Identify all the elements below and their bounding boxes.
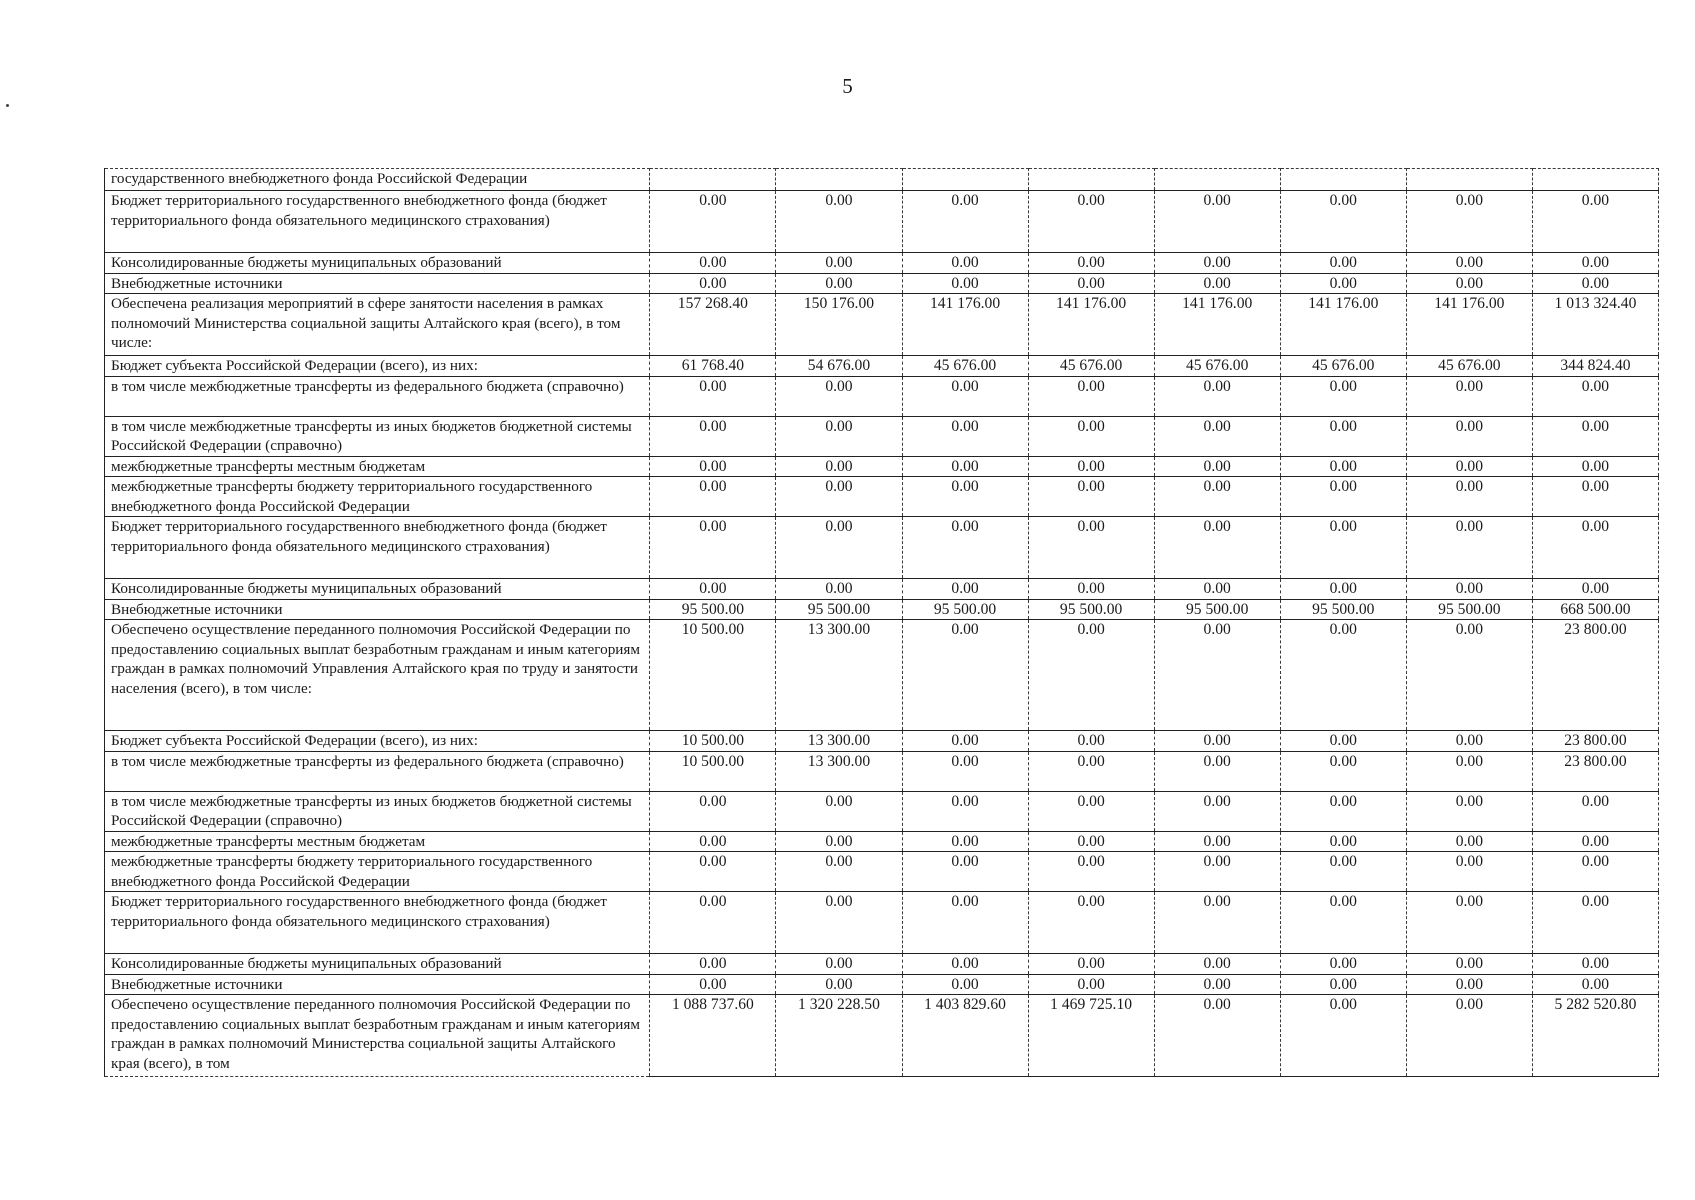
- value-cell: 0.00: [1532, 579, 1658, 600]
- value-cell: 0.00: [1280, 974, 1406, 995]
- value-cell: 0.00: [1028, 273, 1154, 294]
- value-cell: 0.00: [1406, 517, 1532, 579]
- value-cell: 0.00: [902, 517, 1028, 579]
- table-row: [105, 791, 1659, 831]
- value-cell: 0.00: [1028, 751, 1154, 791]
- value-cell: 61 768.40: [650, 356, 776, 377]
- value-cell: 0.00: [902, 974, 1028, 995]
- value-cell: 0.00: [1154, 751, 1280, 791]
- value-cell: 23 800.00: [1532, 751, 1658, 791]
- value-cell: 0.00: [650, 477, 776, 517]
- value-cell: 0.00: [1532, 376, 1658, 416]
- value-cell: 0.00: [1280, 831, 1406, 852]
- table-row: [105, 852, 1659, 892]
- value-cell: 0.00: [1154, 191, 1280, 253]
- value-cell: 0.00: [1280, 456, 1406, 477]
- table-row: [105, 376, 1659, 416]
- page-number: 5: [842, 74, 853, 98]
- value-cell: [1028, 169, 1154, 191]
- value-cell: 0.00: [1406, 831, 1532, 852]
- table-row: [105, 974, 1659, 995]
- row-label: Бюджет субъекта Российской Федерации (всего), из них:: [105, 356, 650, 377]
- value-cell: 157 268.40: [650, 294, 776, 356]
- value-cell: 0.00: [1028, 831, 1154, 852]
- value-cell: 0.00: [1154, 995, 1280, 1077]
- value-cell: 0.00: [1154, 456, 1280, 477]
- table-row: [105, 995, 1659, 1077]
- value-cell: 1 403 829.60: [902, 995, 1028, 1077]
- value-cell: 0.00: [1154, 376, 1280, 416]
- row-label: Консолидированные бюджеты муниципальных образований: [105, 253, 650, 274]
- value-cell: 0.00: [1280, 852, 1406, 892]
- value-cell: [1154, 169, 1280, 191]
- value-cell: 13 300.00: [776, 751, 902, 791]
- table-row: [105, 294, 1659, 356]
- value-cell: 0.00: [1280, 273, 1406, 294]
- value-cell: [1406, 169, 1532, 191]
- value-cell: 10 500.00: [650, 620, 776, 731]
- table-row: [105, 954, 1659, 975]
- row-label: в том числе межбюджетные трансферты из федерального бюджета (справочно): [105, 376, 650, 416]
- value-cell: 0.00: [650, 892, 776, 954]
- value-cell: 344 824.40: [1532, 356, 1658, 377]
- value-cell: 0.00: [902, 456, 1028, 477]
- value-cell: 0.00: [1028, 253, 1154, 274]
- value-cell: 0.00: [1028, 954, 1154, 975]
- value-cell: 0.00: [1406, 954, 1532, 975]
- value-cell: 0.00: [1532, 831, 1658, 852]
- value-cell: [902, 169, 1028, 191]
- value-cell: 0.00: [776, 579, 902, 600]
- value-cell: 0.00: [650, 974, 776, 995]
- value-cell: 0.00: [1280, 191, 1406, 253]
- value-cell: 0.00: [1406, 376, 1532, 416]
- value-cell: 0.00: [1280, 751, 1406, 791]
- value-cell: 0.00: [1154, 731, 1280, 752]
- value-cell: 0.00: [1154, 791, 1280, 831]
- value-cell: 95 500.00: [1406, 599, 1532, 620]
- row-label: в том числе межбюджетные трансферты из федерального бюджета (справочно): [105, 751, 650, 791]
- value-cell: 0.00: [902, 579, 1028, 600]
- row-label: Консолидированные бюджеты муниципальных образований: [105, 579, 650, 600]
- value-cell: 0.00: [776, 253, 902, 274]
- row-label: Бюджет территориального государственного внебюджетного фонда (бюджет территориального фонда обязательного медицинского страхования): [105, 191, 650, 253]
- table-row: [105, 416, 1659, 456]
- value-cell: 0.00: [1532, 191, 1658, 253]
- value-cell: 0.00: [1028, 974, 1154, 995]
- value-cell: 1 013 324.40: [1532, 294, 1658, 356]
- value-cell: 0.00: [902, 852, 1028, 892]
- value-cell: 0.00: [1154, 477, 1280, 517]
- value-cell: 668 500.00: [1532, 599, 1658, 620]
- row-label: государственного внебюджетного фонда Российской Федерации: [105, 169, 650, 191]
- table-row: [105, 356, 1659, 377]
- row-label: Бюджет территориального государственного внебюджетного фонда (бюджет территориального фонда обязательного медицинского страхования): [105, 517, 650, 579]
- value-cell: 0.00: [1028, 620, 1154, 731]
- value-cell: 0.00: [1532, 416, 1658, 456]
- value-cell: 0.00: [1406, 892, 1532, 954]
- value-cell: 0.00: [776, 376, 902, 416]
- value-cell: 0.00: [650, 852, 776, 892]
- value-cell: 0.00: [1280, 477, 1406, 517]
- value-cell: 0.00: [1406, 995, 1532, 1077]
- value-cell: 0.00: [1532, 791, 1658, 831]
- value-cell: 0.00: [1154, 517, 1280, 579]
- table-row: [105, 620, 1659, 731]
- value-cell: 150 176.00: [776, 294, 902, 356]
- row-label: Внебюджетные источники: [105, 974, 650, 995]
- value-cell: 0.00: [776, 974, 902, 995]
- value-cell: 0.00: [1028, 852, 1154, 892]
- table-row: [105, 253, 1659, 274]
- table-row: [105, 169, 1659, 191]
- value-cell: 23 800.00: [1532, 731, 1658, 752]
- value-cell: 0.00: [1406, 191, 1532, 253]
- value-cell: 0.00: [1028, 416, 1154, 456]
- value-cell: 1 320 228.50: [776, 995, 902, 1077]
- value-cell: 0.00: [1154, 273, 1280, 294]
- value-cell: 0.00: [650, 517, 776, 579]
- value-cell: 0.00: [1406, 477, 1532, 517]
- value-cell: 0.00: [650, 273, 776, 294]
- value-cell: 0.00: [650, 791, 776, 831]
- value-cell: 0.00: [776, 517, 902, 579]
- value-cell: 45 676.00: [1154, 356, 1280, 377]
- table-row: [105, 831, 1659, 852]
- row-label: Консолидированные бюджеты муниципальных образований: [105, 954, 650, 975]
- value-cell: 0.00: [902, 620, 1028, 731]
- value-cell: 141 176.00: [902, 294, 1028, 356]
- value-cell: 95 500.00: [1280, 599, 1406, 620]
- value-cell: 0.00: [1406, 620, 1532, 731]
- row-label: межбюджетные трансферты местным бюджетам: [105, 456, 650, 477]
- row-label: Внебюджетные источники: [105, 273, 650, 294]
- budget-funding-table: [104, 168, 1659, 1077]
- row-label: Внебюджетные источники: [105, 599, 650, 620]
- value-cell: 0.00: [1280, 579, 1406, 600]
- value-cell: 0.00: [776, 273, 902, 294]
- row-label: в том числе межбюджетные трансферты из иных бюджетов бюджетной системы Российской Федерации (справочно): [105, 791, 650, 831]
- value-cell: 0.00: [1154, 974, 1280, 995]
- value-cell: 0.00: [650, 191, 776, 253]
- table-row: [105, 892, 1659, 954]
- value-cell: 141 176.00: [1406, 294, 1532, 356]
- value-cell: 141 176.00: [1028, 294, 1154, 356]
- table-row: [105, 273, 1659, 294]
- value-cell: 0.00: [650, 456, 776, 477]
- value-cell: [650, 169, 776, 191]
- table-row: [105, 751, 1659, 791]
- value-cell: 0.00: [776, 892, 902, 954]
- value-cell: 0.00: [1280, 995, 1406, 1077]
- value-cell: 0.00: [1154, 892, 1280, 954]
- value-cell: 0.00: [1532, 456, 1658, 477]
- value-cell: 0.00: [1154, 831, 1280, 852]
- value-cell: 0.00: [776, 416, 902, 456]
- value-cell: 0.00: [902, 477, 1028, 517]
- value-cell: 0.00: [1154, 620, 1280, 731]
- value-cell: 0.00: [1154, 852, 1280, 892]
- value-cell: 13 300.00: [776, 620, 902, 731]
- value-cell: 0.00: [1028, 376, 1154, 416]
- value-cell: 0.00: [1028, 791, 1154, 831]
- value-cell: 45 676.00: [1028, 356, 1154, 377]
- value-cell: 0.00: [1406, 852, 1532, 892]
- value-cell: [776, 169, 902, 191]
- value-cell: 0.00: [1532, 253, 1658, 274]
- value-cell: 95 500.00: [650, 599, 776, 620]
- row-label: в том числе межбюджетные трансферты из иных бюджетов бюджетной системы Российской Федерации (справочно): [105, 416, 650, 456]
- table-row: [105, 477, 1659, 517]
- value-cell: 0.00: [1280, 376, 1406, 416]
- value-cell: 0.00: [1028, 579, 1154, 600]
- table-row: [105, 599, 1659, 620]
- value-cell: 0.00: [1532, 954, 1658, 975]
- value-cell: 0.00: [902, 416, 1028, 456]
- table-row: [105, 579, 1659, 600]
- value-cell: 0.00: [1406, 791, 1532, 831]
- value-cell: 0.00: [776, 831, 902, 852]
- row-label: межбюджетные трансферты местным бюджетам: [105, 831, 650, 852]
- value-cell: 0.00: [776, 852, 902, 892]
- value-cell: 0.00: [1532, 852, 1658, 892]
- value-cell: 0.00: [1532, 892, 1658, 954]
- value-cell: 0.00: [1280, 954, 1406, 975]
- budget-table-body: [105, 169, 1659, 1077]
- value-cell: 45 676.00: [1280, 356, 1406, 377]
- value-cell: 0.00: [902, 751, 1028, 791]
- value-cell: 0.00: [1028, 456, 1154, 477]
- value-cell: 0.00: [1028, 517, 1154, 579]
- value-cell: 0.00: [650, 954, 776, 975]
- value-cell: 0.00: [1406, 253, 1532, 274]
- value-cell: 0.00: [902, 791, 1028, 831]
- value-cell: 0.00: [1532, 974, 1658, 995]
- value-cell: 0.00: [1280, 892, 1406, 954]
- value-cell: 0.00: [1028, 477, 1154, 517]
- value-cell: 0.00: [1280, 253, 1406, 274]
- value-cell: 0.00: [902, 954, 1028, 975]
- value-cell: 0.00: [1406, 731, 1532, 752]
- row-label: межбюджетные трансферты бюджету территориального государственного внебюджетного фонда Российской Федерации: [105, 852, 650, 892]
- value-cell: 0.00: [902, 892, 1028, 954]
- value-cell: 54 676.00: [776, 356, 902, 377]
- value-cell: 0.00: [1406, 579, 1532, 600]
- value-cell: 0.00: [650, 831, 776, 852]
- value-cell: 0.00: [1028, 191, 1154, 253]
- table-row: [105, 517, 1659, 579]
- value-cell: 0.00: [1532, 517, 1658, 579]
- value-cell: 0.00: [1532, 273, 1658, 294]
- value-cell: 0.00: [650, 579, 776, 600]
- value-cell: 0.00: [1406, 974, 1532, 995]
- value-cell: 0.00: [650, 416, 776, 456]
- value-cell: 0.00: [776, 791, 902, 831]
- value-cell: 0.00: [1280, 731, 1406, 752]
- value-cell: 0.00: [776, 191, 902, 253]
- value-cell: 45 676.00: [902, 356, 1028, 377]
- value-cell: 0.00: [776, 477, 902, 517]
- table-row: [105, 191, 1659, 253]
- value-cell: 95 500.00: [776, 599, 902, 620]
- value-cell: 0.00: [1280, 416, 1406, 456]
- value-cell: 0.00: [902, 253, 1028, 274]
- value-cell: 0.00: [1280, 517, 1406, 579]
- budget-table-wrapper: [104, 168, 1659, 1077]
- value-cell: 0.00: [1154, 416, 1280, 456]
- value-cell: 10 500.00: [650, 751, 776, 791]
- value-cell: 10 500.00: [650, 731, 776, 752]
- value-cell: 1 088 737.60: [650, 995, 776, 1077]
- value-cell: 95 500.00: [1154, 599, 1280, 620]
- row-label: Обеспечено осуществление переданного полномочия Российской Федерации по предоставлению социальных выплат безработным гражданам и иным категориям граждан в рамках полномочий Министерства социальной защиты Алтайского края (всего), в том: [105, 995, 650, 1077]
- value-cell: 0.00: [1154, 954, 1280, 975]
- value-cell: 0.00: [1154, 579, 1280, 600]
- value-cell: 0.00: [902, 731, 1028, 752]
- row-label: Обеспечена реализация мероприятий в сфере занятости населения в рамках полномочий Министерства социальной защиты Алтайского края (всего), в том числе:: [105, 294, 650, 356]
- value-cell: 23 800.00: [1532, 620, 1658, 731]
- value-cell: 95 500.00: [902, 599, 1028, 620]
- value-cell: 0.00: [776, 456, 902, 477]
- row-label: межбюджетные трансферты бюджету территориального государственного внебюджетного фонда Российской Федерации: [105, 477, 650, 517]
- value-cell: 0.00: [1154, 253, 1280, 274]
- value-cell: 0.00: [1028, 892, 1154, 954]
- value-cell: 0.00: [1280, 791, 1406, 831]
- value-cell: 0.00: [902, 831, 1028, 852]
- value-cell: 141 176.00: [1280, 294, 1406, 356]
- value-cell: 0.00: [1406, 416, 1532, 456]
- stray-dot-mark: [6, 104, 9, 107]
- value-cell: [1280, 169, 1406, 191]
- value-cell: 13 300.00: [776, 731, 902, 752]
- value-cell: 0.00: [1406, 273, 1532, 294]
- value-cell: 5 282 520.80: [1532, 995, 1658, 1077]
- value-cell: 45 676.00: [1406, 356, 1532, 377]
- value-cell: 0.00: [1028, 731, 1154, 752]
- value-cell: 0.00: [776, 954, 902, 975]
- row-label: Бюджет территориального государственного внебюджетного фонда (бюджет территориального фонда обязательного медицинского страхования): [105, 892, 650, 954]
- table-row: [105, 456, 1659, 477]
- value-cell: 0.00: [902, 273, 1028, 294]
- row-label: Обеспечено осуществление переданного полномочия Российской Федерации по предоставлению социальных выплат безработным гражданам и иным категориям граждан в рамках полномочий Управления Алтайского края по труду и занятости населения (всего), в том числе:: [105, 620, 650, 731]
- value-cell: 0.00: [902, 191, 1028, 253]
- value-cell: 141 176.00: [1154, 294, 1280, 356]
- row-label: Бюджет субъекта Российской Федерации (всего), из них:: [105, 731, 650, 752]
- value-cell: [1532, 169, 1658, 191]
- value-cell: 0.00: [1406, 751, 1532, 791]
- value-cell: 0.00: [902, 376, 1028, 416]
- value-cell: 0.00: [1532, 477, 1658, 517]
- value-cell: 0.00: [1406, 456, 1532, 477]
- value-cell: 0.00: [650, 253, 776, 274]
- value-cell: 1 469 725.10: [1028, 995, 1154, 1077]
- value-cell: 0.00: [1280, 620, 1406, 731]
- value-cell: 0.00: [650, 376, 776, 416]
- table-row: [105, 731, 1659, 752]
- value-cell: 95 500.00: [1028, 599, 1154, 620]
